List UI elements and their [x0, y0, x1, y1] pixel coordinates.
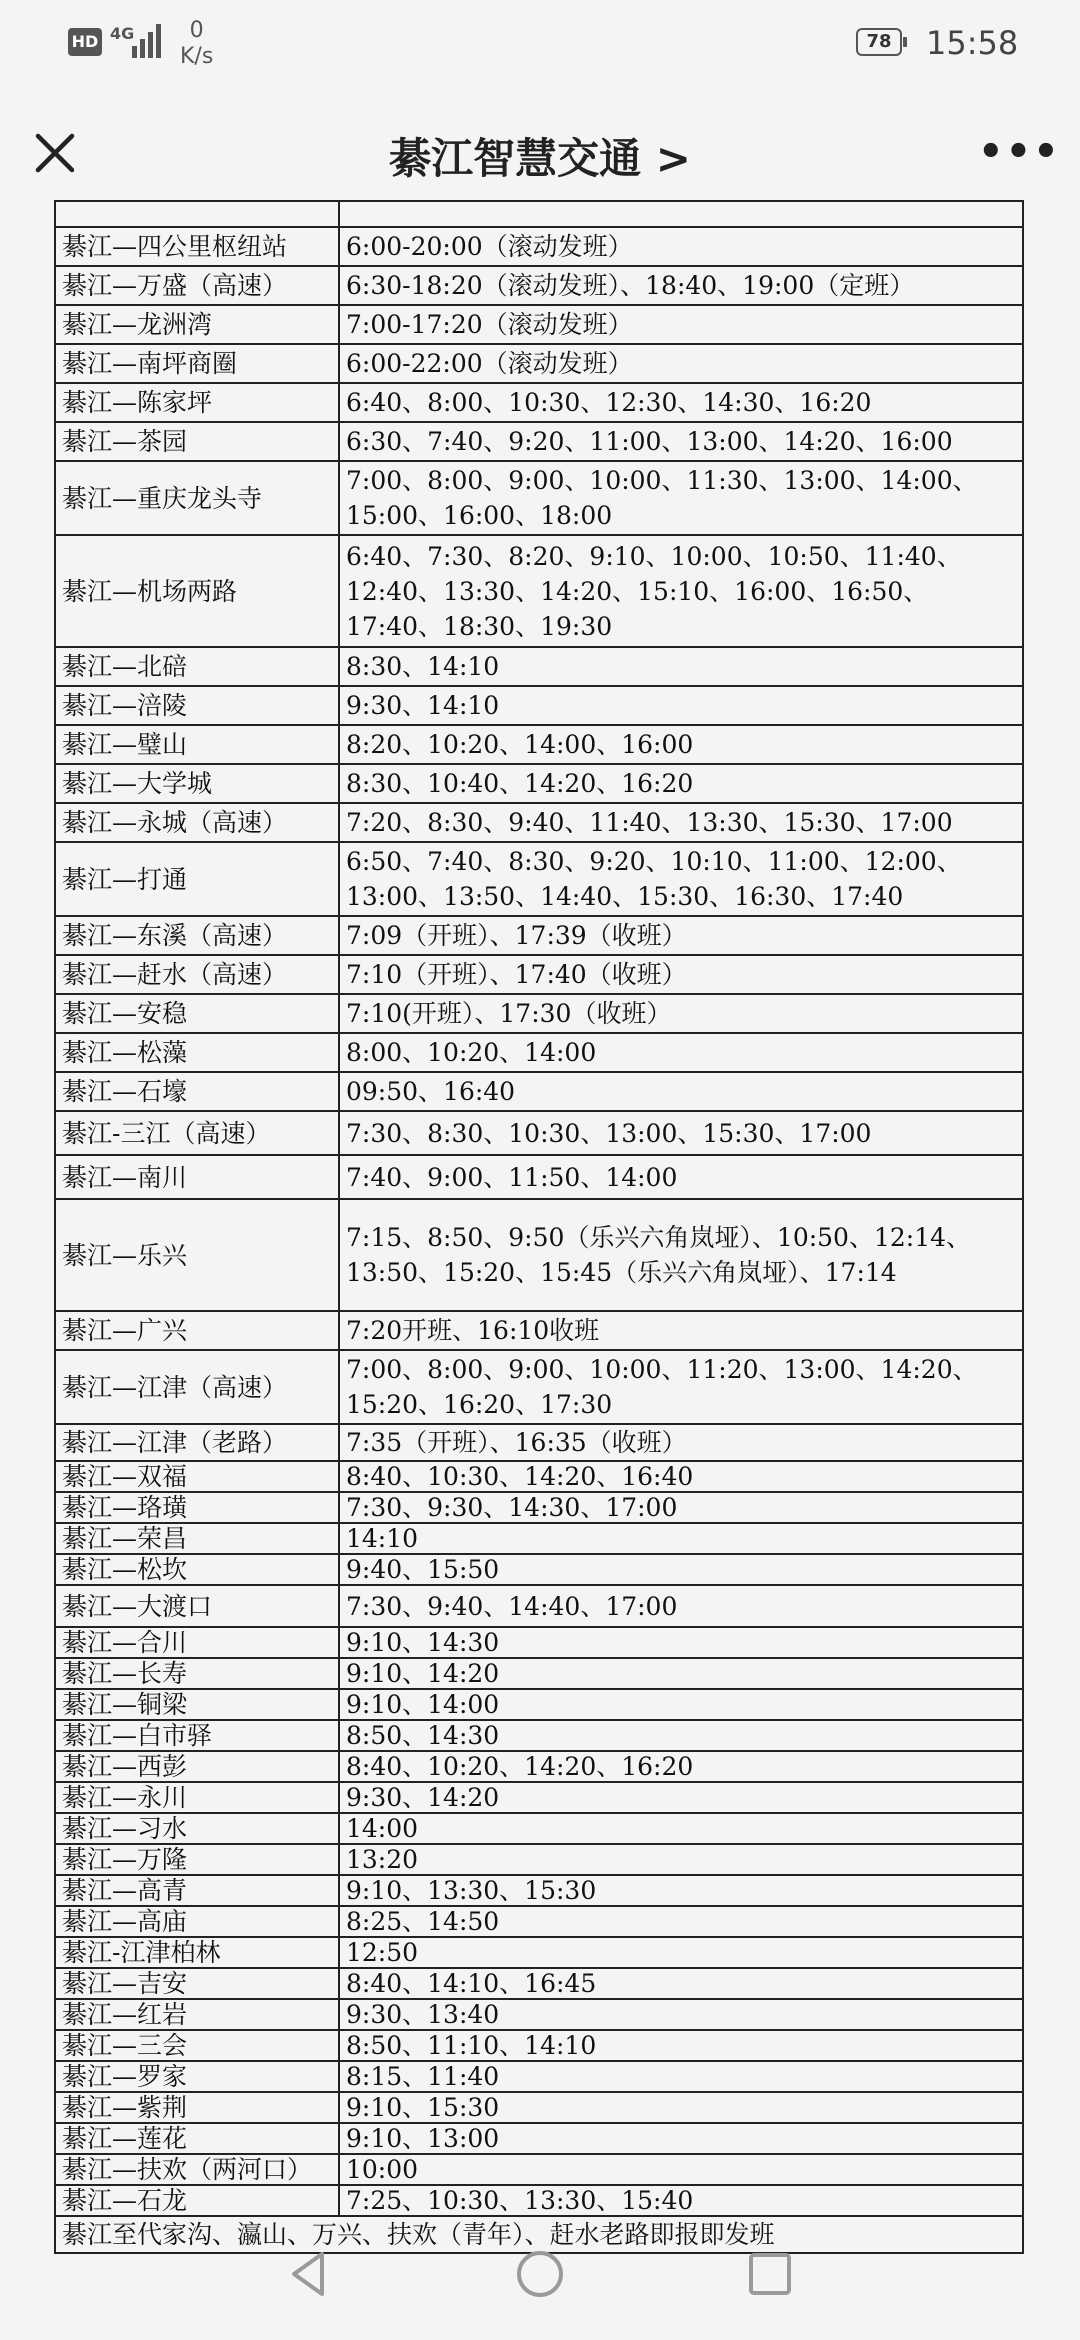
table-row: [55, 955, 1023, 994]
navigation-bar: [0, 2208, 1080, 2340]
route-cell: 綦江—大学城: [55, 764, 339, 803]
route-cell: 綦江—长寿: [55, 1658, 339, 1689]
times-cell: 8:50、14:30: [339, 1720, 1023, 1751]
table-row: [55, 764, 1023, 803]
table-row: [55, 2030, 1023, 2061]
table-row: [55, 1937, 1023, 1968]
route-cell: 綦江-三江（高速）: [55, 1111, 339, 1155]
route-cell: 綦江—广兴: [55, 1311, 339, 1350]
times-cell: 7:00、8:00、9:00、10:00、11:20、13:00、14:20、15:20、16:20、17:30: [339, 1350, 1023, 1424]
table-row: [55, 2123, 1023, 2154]
table-row: [55, 2092, 1023, 2123]
times-cell: 6:40、7:30、8:20、9:10、10:00、10:50、11:40、12:40、13:30、14:20、15:10、16:00、16:50、17:40、18:30、19:30: [339, 535, 1023, 647]
route-cell: 綦江—紫荆: [55, 2092, 339, 2123]
route-cell: 綦江—江津（老路）: [55, 1424, 339, 1461]
route-cell: 綦江—松藻: [55, 1033, 339, 1072]
route-cell: 綦江—高青: [55, 1875, 339, 1906]
status-bar: [0, 0, 1080, 92]
times-cell: 6:50、7:40、8:30、9:20、10:10、11:00、12:00、13:00、13:50、14:40、15:30、16:30、17:40: [339, 842, 1023, 916]
clock: 15:58: [926, 24, 1019, 62]
table-row: [55, 1813, 1023, 1844]
times-cell: 8:25、14:50: [339, 1906, 1023, 1937]
route-cell: 綦江—石龙: [55, 2185, 339, 2216]
table-row-partial: [55, 201, 1023, 227]
times-cell: 7:30、9:40、14:40、17:00: [339, 1585, 1023, 1627]
times-cell: 6:00-22:00（滚动发班）: [339, 344, 1023, 383]
times-cell: 8:15、11:40: [339, 2061, 1023, 2092]
table-row: [55, 1111, 1023, 1155]
times-cell: 9:30、14:20: [339, 1782, 1023, 1813]
times-cell: 7:10（开班）、17:40（收班）: [339, 955, 1023, 994]
times-cell: 10:00: [339, 2154, 1023, 2185]
table-row: [55, 535, 1023, 647]
table-row: [55, 1751, 1023, 1782]
times-cell: 6:30-18:20（滚动发班）、18:40、19:00（定班）: [339, 266, 1023, 305]
battery-icon: 78: [856, 28, 902, 56]
route-cell: 綦江—南川: [55, 1155, 339, 1199]
times-cell: 7:00、8:00、9:00、10:00、11:30、13:00、14:00、15:00、16:00、18:00: [339, 461, 1023, 535]
table-row: [55, 422, 1023, 461]
route-cell: 綦江-江津柏林: [55, 1937, 339, 1968]
route-cell: 綦江—扶欢（两河口）: [55, 2154, 339, 2185]
times-cell: 7:30、9:30、14:30、17:00: [339, 1492, 1023, 1523]
times-cell: 7:35（开班）、16:35（收班）: [339, 1424, 1023, 1461]
route-cell: 綦江—茶园: [55, 422, 339, 461]
times-cell: 14:00: [339, 1813, 1023, 1844]
table-row: [55, 1424, 1023, 1461]
times-cell: 9:10、14:00: [339, 1689, 1023, 1720]
route-cell: 綦江—龙洲湾: [55, 305, 339, 344]
table-row: [55, 647, 1023, 686]
times-cell: 9:30、13:40: [339, 1999, 1023, 2030]
times-cell: 12:50: [339, 1937, 1023, 1968]
route-cell: 綦江—万隆: [55, 1844, 339, 1875]
table-row: [55, 1782, 1023, 1813]
route-cell: 綦江—铜梁: [55, 1689, 339, 1720]
route-cell: 綦江—永城（高速）: [55, 803, 339, 842]
route-cell: 綦江—江津（高速）: [55, 1350, 339, 1424]
route-cell: 綦江—双福: [55, 1461, 339, 1492]
route-cell: 綦江—吉安: [55, 1968, 339, 1999]
times-cell: 7:09（开班）、17:39（收班）: [339, 916, 1023, 955]
table-row: [55, 1523, 1023, 1554]
route-cell: 綦江—机场两路: [55, 535, 339, 647]
route-cell: 綦江—三会: [55, 2030, 339, 2061]
table-row: [55, 916, 1023, 955]
network-speed-value: 0: [189, 18, 204, 43]
table-row: [55, 344, 1023, 383]
table-row: [55, 1906, 1023, 1937]
route-cell: 綦江—重庆龙头寺: [55, 461, 339, 535]
table-row: [55, 1461, 1023, 1492]
times-cell: 9:40、15:50: [339, 1554, 1023, 1585]
table-row: [55, 305, 1023, 344]
table-row: [55, 1844, 1023, 1875]
times-cell: 7:20、8:30、9:40、11:40、13:30、15:30、17:00: [339, 803, 1023, 842]
table-row: [55, 1199, 1023, 1311]
route-cell: 綦江—合川: [55, 1627, 339, 1658]
signal-strength-icon: [130, 22, 164, 58]
route-cell: 綦江—松坎: [55, 1554, 339, 1585]
table-row: [55, 1492, 1023, 1523]
route-cell: 綦江—西彭: [55, 1751, 339, 1782]
table-row: [55, 1554, 1023, 1585]
network-speed-unit: K/s: [180, 44, 214, 69]
table-row: [55, 2154, 1023, 2185]
route-cell: 綦江—白市驿: [55, 1720, 339, 1751]
table-row: [55, 1999, 1023, 2030]
route-cell: 綦江—石壕: [55, 1072, 339, 1111]
bus-timetable: [54, 200, 1024, 2254]
times-cell: 13:20: [339, 1844, 1023, 1875]
route-cell: 綦江—北碚: [55, 647, 339, 686]
times-cell: 8:30、10:40、14:20、16:20: [339, 764, 1023, 803]
times-cell: 8:30、14:10: [339, 647, 1023, 686]
title-bar: [0, 92, 1080, 214]
table-row: [55, 1155, 1023, 1199]
times-cell: 7:10(开班）、17:30（收班）: [339, 994, 1023, 1033]
timetable-body: [55, 201, 1023, 2253]
times-cell: 8:40、10:20、14:20、16:20: [339, 1751, 1023, 1782]
table-row: [55, 461, 1023, 535]
footer-note: 綦江至代家沟、瀛山、万兴、扶欢（青年）、赶水老路即报即发班: [55, 2216, 1023, 2253]
table-row: [55, 1311, 1023, 1350]
times-cell: 7:40、9:00、11:50、14:00: [339, 1155, 1023, 1199]
table-row: [55, 994, 1023, 1033]
route-cell: 綦江—永川: [55, 1782, 339, 1813]
times-cell: 7:15、8:50、9:50（乐兴六角岚垭）、10:50、12:14、13:50、15:20、15:45（乐兴六角岚垭）、17:14: [339, 1199, 1023, 1311]
back-icon[interactable]: [280, 2244, 340, 2304]
times-cell: 7:25、10:30、13:30、15:40: [339, 2185, 1023, 2216]
route-cell: 綦江—罗家: [55, 2061, 339, 2092]
times-cell: 8:50、11:10、14:10: [339, 2030, 1023, 2061]
route-cell: 綦江—习水: [55, 1813, 339, 1844]
route-cell: 綦江—赶水（高速）: [55, 955, 339, 994]
table-row: [55, 1033, 1023, 1072]
times-cell: 9:10、13:00: [339, 2123, 1023, 2154]
route-cell: 綦江—大渡口: [55, 1585, 339, 1627]
route-cell: 綦江—珞璜: [55, 1492, 339, 1523]
table-row: [55, 842, 1023, 916]
table-row: [55, 383, 1023, 422]
table-row: [55, 1627, 1023, 1658]
route-cell: 綦江—陈家坪: [55, 383, 339, 422]
route-cell: 綦江—南坪商圈: [55, 344, 339, 383]
times-cell: 6:40、8:00、10:30、12:30、14:30、16:20: [339, 383, 1023, 422]
network-speed: [180, 18, 213, 70]
table-row: [55, 227, 1023, 266]
table-row: [55, 803, 1023, 842]
times-cell: 6:00-20:00（滚动发班）: [339, 227, 1023, 266]
times-cell: 8:20、10:20、14:00、16:00: [339, 725, 1023, 764]
table-row: [55, 1968, 1023, 1999]
times-cell: 9:10、13:30、15:30: [339, 1875, 1023, 1906]
timetable-sheet[interactable]: [54, 200, 1024, 2249]
recent-apps-icon[interactable]: [740, 2244, 800, 2304]
route-cell: 綦江—莲花: [55, 2123, 339, 2154]
times-cell: 7:20开班、16:10收班: [339, 1311, 1023, 1350]
table-row: [55, 1658, 1023, 1689]
times-cell: 8:40、14:10、16:45: [339, 1968, 1023, 1999]
times-cell: 9:10、14:30: [339, 1627, 1023, 1658]
table-row: [55, 1689, 1023, 1720]
route-cell: 綦江—安稳: [55, 994, 339, 1033]
table-row: [55, 1072, 1023, 1111]
times-cell: 6:30、7:40、9:20、11:00、13:00、14:20、16:00: [339, 422, 1023, 461]
times-cell: 09:50、16:40: [339, 1072, 1023, 1111]
table-row: [55, 266, 1023, 305]
table-row: [55, 1720, 1023, 1751]
times-cell: 8:40、10:30、14:20、16:40: [339, 1461, 1023, 1492]
route-cell: 綦江—东溪（高速）: [55, 916, 339, 955]
times-cell: 9:10、15:30: [339, 2092, 1023, 2123]
route-cell: 綦江—红岩: [55, 1999, 339, 2030]
table-row: [55, 725, 1023, 764]
route-cell: 綦江—荣昌: [55, 1523, 339, 1554]
route-cell: 綦江—乐兴: [55, 1199, 339, 1311]
route-cell: 綦江—万盛（高速）: [55, 266, 339, 305]
table-row: [55, 2061, 1023, 2092]
page-title[interactable]: 綦江智慧交通 >: [389, 134, 691, 183]
route-cell: 綦江—四公里枢纽站: [55, 227, 339, 266]
home-icon[interactable]: [510, 2244, 570, 2304]
route-cell: 綦江—涪陵: [55, 686, 339, 725]
table-row: [55, 1875, 1023, 1906]
more-options-icon[interactable]: •••: [978, 129, 1061, 175]
times-cell: 9:10、14:20: [339, 1658, 1023, 1689]
times-cell: 7:30、8:30、10:30、13:00、15:30、17:00: [339, 1111, 1023, 1155]
hd-badge: HD: [68, 28, 102, 56]
times-cell: 8:00、10:20、14:00: [339, 1033, 1023, 1072]
route-cell: 綦江—璧山: [55, 725, 339, 764]
times-cell: 9:30、14:10: [339, 686, 1023, 725]
route-cell: 綦江—打通: [55, 842, 339, 916]
network-type: 4G: [110, 24, 135, 43]
table-row: [55, 1350, 1023, 1424]
times-cell: 7:00-17:20（滚动发班）: [339, 305, 1023, 344]
times-cell: 14:10: [339, 1523, 1023, 1554]
route-cell: 綦江—高庙: [55, 1906, 339, 1937]
table-row: [55, 1585, 1023, 1627]
table-row: [55, 686, 1023, 725]
